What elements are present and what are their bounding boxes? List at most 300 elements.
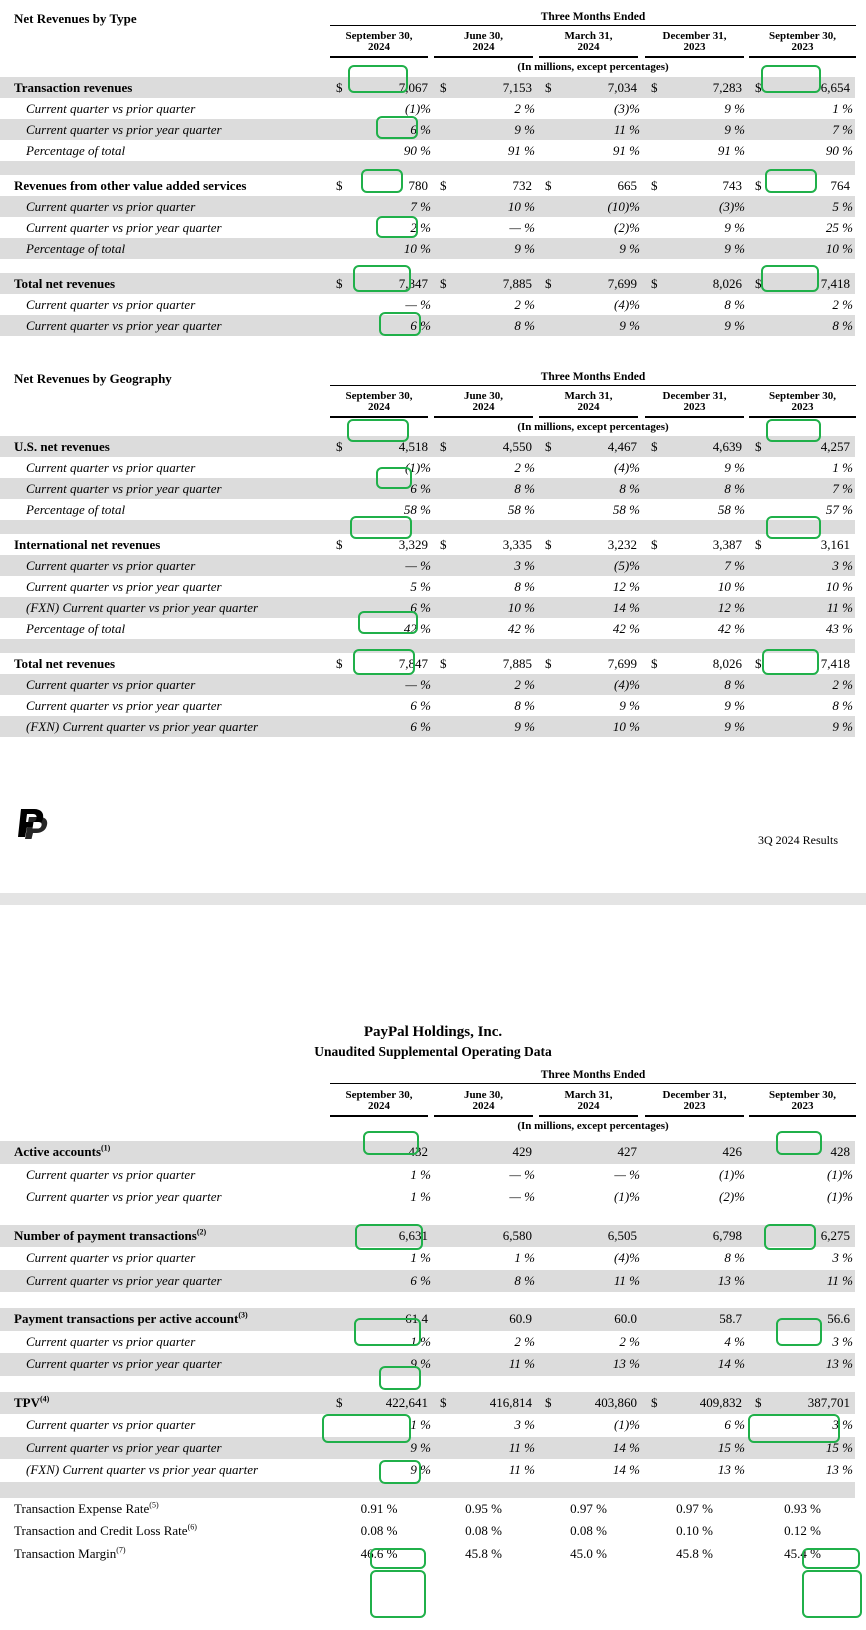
currency-symbol: $ [440,80,447,95]
table-row [0,1437,855,1460]
cell-value: 0.97 % [676,1500,713,1516]
currency-symbol: $ [545,80,552,95]
cell-value: 2 % [514,460,535,475]
cell-value: 9 % [514,241,535,256]
cell-value: 7,153 [502,80,532,95]
cell-value: 6,798 [712,1227,742,1243]
currency-symbol: $ [440,276,447,291]
currency-symbol: $ [651,1394,658,1410]
cell-value: 13 % [717,1462,745,1477]
cell-value: 8 % [514,1272,535,1288]
cell-value: 9 % [619,318,640,333]
row-label: U.S. net revenues [14,439,110,454]
column-header: September 30, 2024 [330,31,428,58]
cell-value: 780 [408,178,428,193]
cell-value: 45.8 % [676,1545,713,1561]
cell-value: 5 % [832,199,853,214]
cell-value: 90 % [403,143,431,158]
cell-value: 387,701 [807,1394,850,1410]
table-row [0,119,855,140]
cell-value: 7 % [832,122,853,137]
cell-value: 13 % [717,1272,745,1288]
currency-symbol: $ [755,537,762,552]
cell-value: 416,814 [489,1394,532,1410]
table-row [0,1270,855,1293]
cell-value: 6 % [724,1417,745,1432]
column-header: September 30, 2023 [749,31,856,58]
currency-symbol: $ [545,537,552,552]
cell-value: 8,026 [712,276,742,291]
row-label: Percentage of total [26,502,126,517]
cell-value: 6,505 [607,1227,637,1243]
currency-symbol: $ [440,537,447,552]
table-row [0,695,855,716]
cell-value: 8 % [514,698,535,713]
currency-symbol: $ [336,439,343,454]
footnote-marker: (3) [238,1310,248,1320]
row-label: International net revenues [14,537,161,552]
cell-value: 9 % [619,241,640,256]
cell-value: 9 % [514,122,535,137]
table-row [0,273,855,294]
column-header: March 31, 2024 [539,31,638,58]
currency-symbol: $ [651,439,658,454]
cell-value: 58 % [717,502,745,517]
spacer-row [0,161,855,175]
table-row [0,140,855,161]
cell-value: (4)% [614,460,640,475]
table-row [0,576,855,597]
cell-value: — % [405,677,431,692]
cell-value: 8 % [514,481,535,496]
table-row [0,1141,855,1164]
row-label: Current quarter vs prior year quarter [26,481,222,496]
cell-value: 9 % [619,698,640,713]
cell-value: (1)% [405,101,431,116]
cell-value: 6 % [410,719,431,734]
row-label: Current quarter vs prior quarter [26,101,196,116]
column-header: June 30, 2024 [434,391,533,418]
cell-value: 60.0 [614,1311,637,1326]
row-label: Transaction Margin$^{(7)}$ [14,1545,126,1561]
cell-value: 4,467 [607,439,637,454]
cell-value: 7,847 [398,276,428,291]
table-row [0,1186,855,1209]
cell-value: 60.9 [509,1311,532,1326]
cell-value: 56.6 [827,1311,850,1326]
table-row [0,1164,855,1187]
currency-symbol: $ [336,656,343,671]
cell-value: 743 [722,178,742,193]
row-label: Current quarter vs prior year quarter [26,579,222,594]
cell-value: 1 % [832,101,853,116]
cell-value: 3,335 [502,537,532,552]
cell-value: 46.6 % [360,1545,398,1561]
cell-value: 42 % [612,621,640,636]
cell-value: 7 % [410,199,431,214]
cell-value: 8,026 [712,656,742,671]
cell-value: 7,418 [820,656,850,671]
cell-value: 9 % [724,101,745,116]
cell-value: 14 % [612,600,640,615]
cell-value: 1 % [514,1250,535,1265]
row-label: Number of payment transactions$^{(2)}$ [14,1227,207,1243]
cell-value: 422,641 [385,1394,428,1410]
cell-value: 2 % [619,1333,640,1349]
cell-value: 7,699 [607,656,637,671]
cell-value: 426 [722,1144,742,1159]
currency-symbol: $ [440,656,447,671]
spacer-row [0,1292,855,1308]
cell-value: 14 % [612,1462,640,1477]
cell-value: 6 % [410,122,431,137]
row-label: (FXN) Current quarter vs prior year quarter [26,719,259,734]
currency-symbol: $ [440,178,447,193]
cell-value: 3,161 [820,537,850,552]
footnote-marker: (7) [116,1545,126,1555]
table-row [0,653,855,674]
row-label: Active accounts$^{(1)}$ [14,1143,111,1159]
three-months-ended-header: Three Months Ended [330,1069,856,1084]
table-row [0,478,855,499]
row-label: Current quarter vs prior quarter [26,297,196,312]
cell-value: 6 % [410,481,431,496]
cell-value: 8 % [724,677,745,692]
currency-symbol: $ [336,1394,343,1410]
cell-value: 4 % [724,1333,745,1349]
cell-value: 8 % [832,318,853,333]
cell-value: 3 % [514,1417,535,1432]
row-label: Current quarter vs prior year quarter [26,1356,222,1371]
table-row [0,175,855,196]
operating-data-table [0,1141,866,1565]
cell-value: 665 [617,178,637,193]
cell-value: 6 % [410,318,431,333]
currency-symbol: $ [545,276,552,291]
row-label: Percentage of total [26,241,126,256]
currency-symbol: $ [755,178,762,193]
currency-symbol: $ [651,178,658,193]
cell-value: 7,885 [502,276,532,291]
cell-value: 429 [512,1144,532,1159]
cell-value: 10 % [717,579,745,594]
cell-value: 14 % [717,1356,745,1371]
cell-value: 14 % [612,1439,640,1455]
column-header: June 30, 2024 [434,1090,533,1117]
cell-value: (3)% [719,199,745,214]
cell-value: (2)% [719,1189,745,1204]
cell-value: 11 % [508,1356,535,1371]
column-header: December 31, 2023 [645,1090,744,1117]
table-row [0,1353,855,1376]
cell-value: 12 % [717,600,745,615]
cell-value: 7,847 [398,656,428,671]
table-row [0,716,855,737]
cell-value: (3)% [614,101,640,116]
cell-value: 8 % [514,318,535,333]
row-label: Current quarter vs prior quarter [26,1250,196,1265]
cell-value: 9 % [724,220,745,235]
cell-value: 2 % [832,677,853,692]
currency-symbol: $ [651,656,658,671]
cell-value: 58 % [403,502,431,517]
currency-symbol: $ [651,80,658,95]
row-label: (FXN) Current quarter vs prior year quarter [26,1462,259,1477]
cell-value: 10 % [403,241,431,256]
cell-value: 6 % [410,698,431,713]
cell-value: 6,580 [502,1227,532,1243]
cell-value: 15 % [825,1439,853,1455]
currency-symbol: $ [336,80,343,95]
cell-value: 11 % [508,1439,535,1455]
currency-symbol: $ [440,1394,447,1410]
cell-value: 427 [617,1144,637,1159]
row-label: Current quarter vs prior quarter [26,558,196,573]
table-row [0,457,855,478]
cell-value: 2 % [514,1333,535,1349]
cell-value: 9 % [724,318,745,333]
cell-value: 3,329 [398,537,428,552]
cell-value: 4,550 [502,439,532,454]
cell-value: 0.12 % [784,1523,821,1538]
cell-value: 9 % [410,1439,431,1455]
table-row [0,1247,855,1270]
row-label: Transaction Expense Rate$^{(5)}$ [14,1500,159,1516]
column-header: June 30, 2024 [434,31,533,58]
cell-value: 10 % [825,241,853,256]
footnote-marker: (2) [196,1227,207,1237]
cell-value: 1 % [410,1189,431,1204]
cell-value: 7,885 [502,656,532,671]
net-revenues-by-geography-table [0,436,866,737]
cell-value: 8 % [724,1250,745,1265]
cell-value: 7,418 [820,276,850,291]
column-header: December 31, 2023 [645,391,744,418]
cell-value: 1 % [410,1250,431,1265]
cell-value: 6 % [410,1272,431,1288]
units-note: (In millions, except percentages) [517,421,669,433]
row-label: Current quarter vs prior year quarter [26,122,222,137]
cell-value: 409,832 [699,1394,742,1410]
cell-value: 9 % [724,241,745,256]
currency-symbol: $ [545,439,552,454]
cell-value: 11 % [508,1462,535,1477]
currency-symbol: $ [755,656,762,671]
section-title: Net Revenues by Geography [14,371,172,386]
cell-value: (1)% [614,1189,640,1204]
cell-value: 11 % [613,122,640,137]
currency-symbol: $ [755,1394,762,1410]
table-row [0,77,855,98]
cell-value: 42 % [507,621,535,636]
row-label: Current quarter vs prior year quarter [26,698,222,713]
cell-value: 10 % [507,199,535,214]
table-row [0,315,855,336]
row-label: TPV$^{(4)}$ [14,1394,50,1410]
cell-value: 7,067 [398,80,428,95]
cell-value: 45.4 % [784,1545,821,1561]
row-label: Current quarter vs prior quarter [26,199,196,214]
cell-value: 2 % [514,677,535,692]
table-row [0,597,855,618]
cell-value: 9 % [724,698,745,713]
cell-value: 9 % [724,460,745,475]
cell-value: 9 % [410,1356,431,1371]
cell-value: (2)% [614,220,640,235]
cell-value: 4,518 [398,439,428,454]
cell-value: 3,232 [607,537,637,552]
cell-value: 9 % [832,719,853,734]
cell-value: 7,699 [607,276,637,291]
cell-value: 12 % [612,579,640,594]
cell-value: 1 % [410,1166,431,1182]
cell-value: 91 % [507,143,535,158]
row-label: Current quarter vs prior year quarter [26,1272,222,1288]
row-label: Current quarter vs prior quarter [26,1417,196,1432]
cell-value: 13 % [612,1356,640,1371]
cell-value: 6,275 [820,1227,850,1243]
cell-value: 7 % [724,558,745,573]
column-header: September 30, 2024 [330,1090,428,1117]
table-row [0,1331,855,1354]
cell-value: 6,631 [398,1227,428,1243]
cell-value: 2 % [832,297,853,312]
table-row [0,294,855,315]
footnote-marker: (1) [101,1143,111,1153]
section-title: Net Revenues by Type [14,11,137,26]
currency-symbol: $ [755,439,762,454]
table-row [0,555,855,576]
cell-value: 42 % [717,621,745,636]
highlight-box [802,1570,862,1618]
cell-value: — % [405,558,431,573]
cell-value: 7,283 [712,80,742,95]
currency-symbol: $ [755,80,762,95]
cell-value: — % [509,1166,535,1182]
cell-value: 0.93 % [784,1500,821,1516]
footnote-marker: (5) [149,1500,159,1510]
cell-value: 9 % [724,719,745,734]
cell-value: 58 % [507,502,535,517]
row-label: Total net revenues [14,656,116,671]
cell-value: (1)% [614,1417,640,1432]
spacer-row [0,520,855,534]
currency-symbol: $ [336,178,343,193]
cell-value: 61.4 [405,1311,428,1326]
cell-value: (1)% [827,1189,853,1204]
cell-value: 91 % [717,143,745,158]
cell-value: 7 % [832,481,853,496]
column-header: September 30, 2023 [749,1090,856,1117]
row-label: Total net revenues [14,276,116,291]
cell-value: 9 % [724,122,745,137]
column-header: December 31, 2023 [645,31,744,58]
currency-symbol: $ [651,276,658,291]
units-note: (In millions, except percentages) [517,61,669,73]
footnote-marker: (4) [40,1394,50,1404]
cell-value: 90 % [825,143,853,158]
cell-value: 25 % [825,220,853,235]
cell-value: 0.95 % [465,1500,502,1516]
table-row [0,436,855,457]
cell-value: 0.08 % [465,1523,502,1538]
cell-value: (1)% [719,1166,745,1182]
cell-value: 11 % [826,1272,853,1288]
row-label: Transaction revenues [14,80,133,95]
table-row [0,618,855,639]
cell-value: 8 % [619,481,640,496]
cell-value: 3,387 [712,537,742,552]
cell-value: 42 % [403,621,431,636]
cell-value: — % [405,297,431,312]
cell-value: 8 % [724,297,745,312]
cell-value: 45.8 % [465,1545,502,1561]
currency-symbol: $ [545,1394,552,1410]
table-row [0,1498,855,1521]
table-row [0,1520,855,1543]
cell-value: 3 % [832,1250,853,1265]
spacer-row [0,1482,855,1498]
row-label: Percentage of total [26,621,126,636]
cell-value: 0.10 % [676,1523,713,1538]
cell-value: (1)% [827,1166,853,1182]
spacer-row [0,1376,855,1392]
cell-value: 4,639 [712,439,742,454]
row-label: Revenues from other value added services [14,178,247,193]
cell-value: 0.91 % [360,1500,398,1516]
cell-value: — % [509,220,535,235]
cell-value: 1 % [832,460,853,475]
cell-value: 11 % [826,600,853,615]
table-row [0,196,855,217]
spacer-row [0,1209,855,1225]
cell-value: 0.97 % [570,1500,607,1516]
table-row [0,1543,855,1566]
row-label: Transaction and Credit Loss Rate$^{(6)}$ [14,1522,197,1538]
cell-value: 3 % [832,558,853,573]
table-row [0,238,855,259]
table-row [0,1459,855,1482]
row-label: Current quarter vs prior quarter [26,1166,196,1182]
cell-value: 10 % [612,719,640,734]
row-label: (FXN) Current quarter vs prior year quarter [26,600,259,615]
currency-symbol: $ [336,276,343,291]
cell-value: 2 % [410,220,431,235]
cell-value: 0.08 % [570,1523,607,1538]
cell-value: 13 % [825,1462,853,1477]
cell-value: 4,257 [820,439,850,454]
cell-value: 7,034 [607,80,637,95]
cell-value: 2 % [514,297,535,312]
row-label: Current quarter vs prior year quarter [26,1189,222,1204]
column-header: March 31, 2024 [539,391,638,418]
cell-value: 764 [830,178,850,193]
currency-symbol: $ [651,537,658,552]
three-months-ended-header: Three Months Ended [330,371,856,386]
cell-value: 432 [408,1144,428,1159]
row-label: Current quarter vs prior quarter [26,460,196,475]
currency-symbol: $ [545,656,552,671]
table-row [0,1308,855,1331]
cell-value: 6,654 [820,80,850,95]
cell-value: 403,860 [594,1394,637,1410]
company-title: PayPal Holdings, Inc. [363,1024,503,1040]
cell-value: 2 % [514,101,535,116]
report-subtitle: Unaudited Supplemental Operating Data [314,1044,552,1059]
cell-value: 6 % [410,600,431,615]
cell-value: 58 % [612,502,640,517]
column-header: September 30, 2023 [749,391,856,418]
